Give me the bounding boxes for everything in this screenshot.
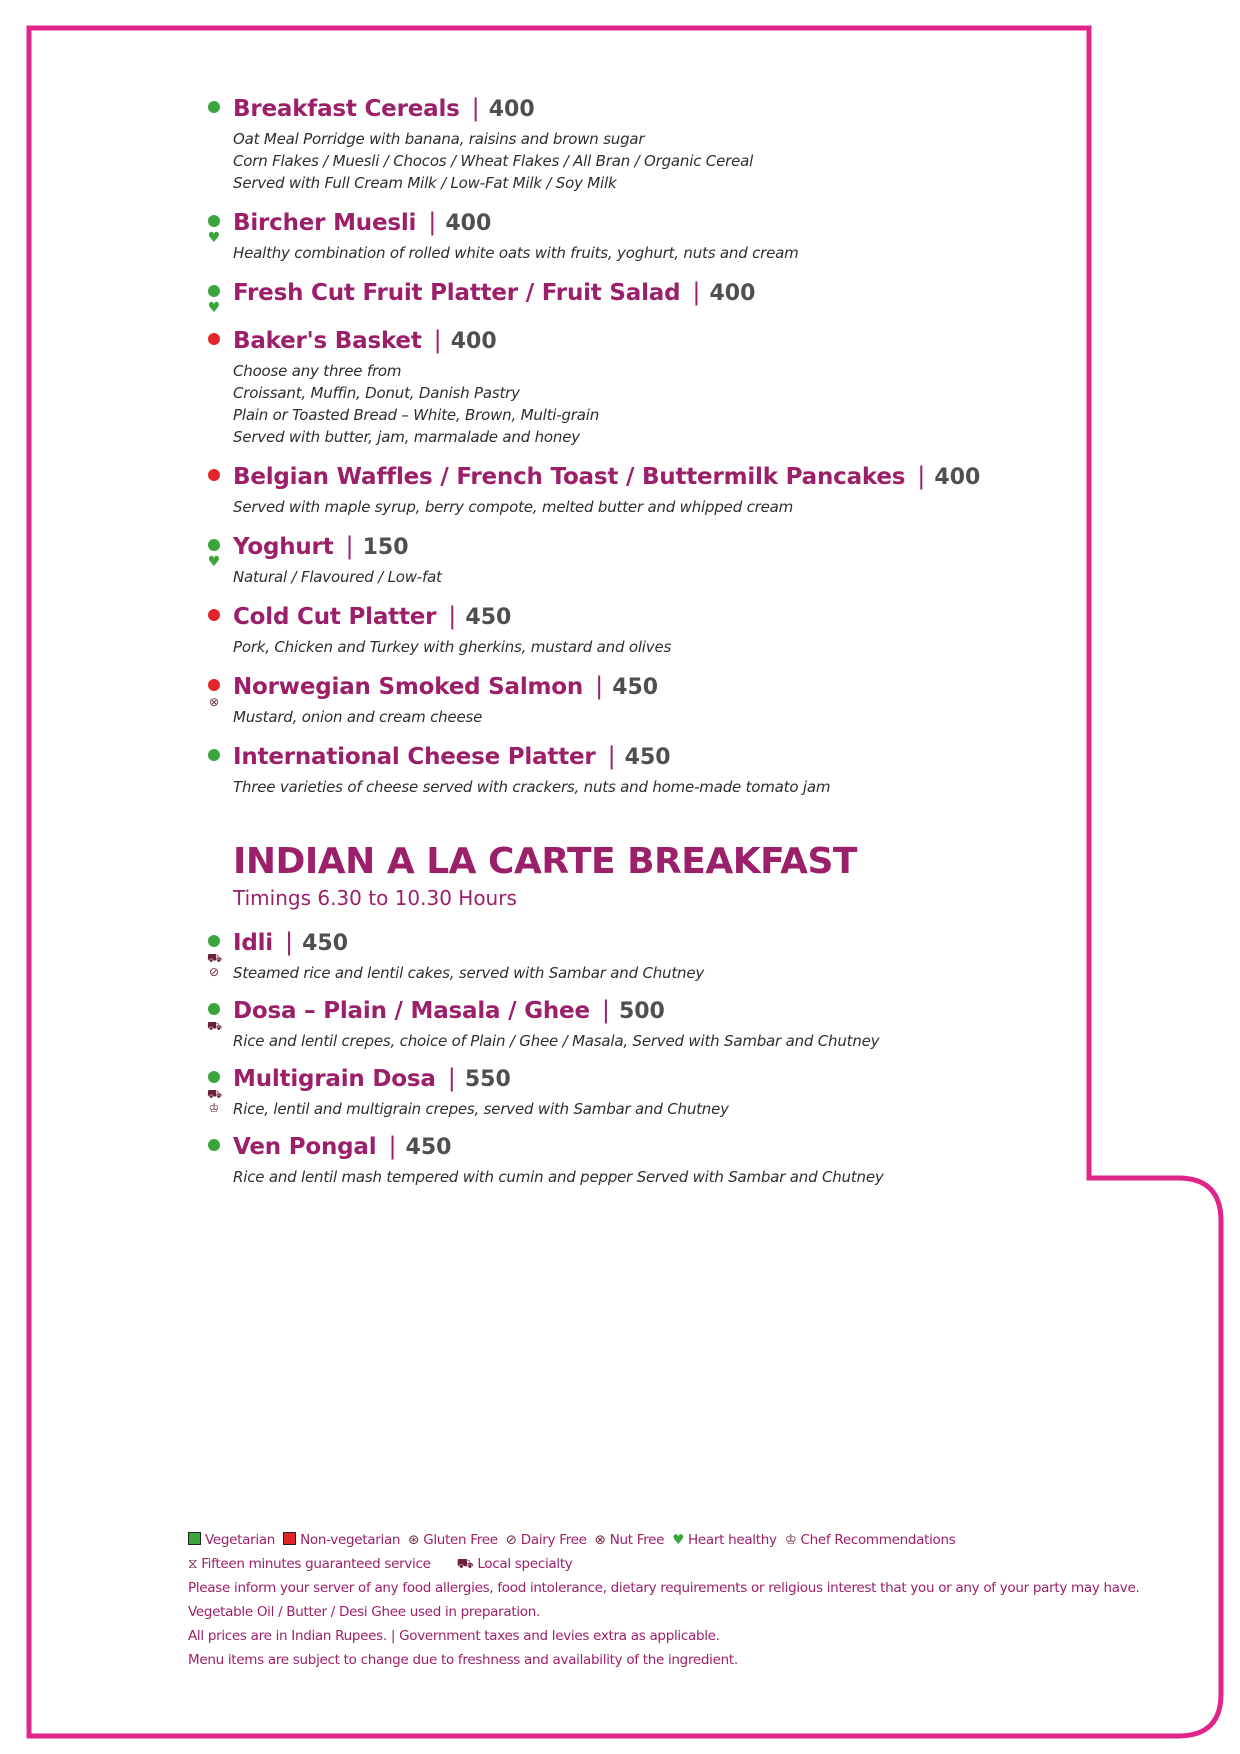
dietary-marks [207,285,223,315]
item-price: 400 [488,97,535,122]
menu-item [233,736,1133,798]
item-description: Served with maple syrup, berry compote, melted butter and whipped cream [233,498,794,516]
legend-non-vegetarian: Non-vegetarian [300,1532,401,1548]
menu-item [233,320,1133,448]
vegetarian-icon [208,749,220,761]
item-price: 400 [445,211,492,236]
legend-note: Please inform your server of any food allergies, food intolerance, dietary requirements or religious interest that you or any of your party may have. [188,1580,1140,1596]
legend-note: Vegetable Oil / Butter / Desi Ghee used in preparation. [188,1604,540,1620]
price-separator: | [917,462,926,490]
menu-item [233,88,1133,194]
vegetarian-icon [208,101,220,113]
price-separator: | [607,742,616,770]
price-separator: | [448,602,457,630]
item-name: Bircher Muesli [233,210,417,236]
legend-heart-healthy: Heart healthy [688,1532,777,1548]
vegetarian-icon [188,1532,201,1545]
item-name: Yoghurt [233,534,334,560]
dietary-marks [207,469,223,485]
section-timings: Timings 6.30 to 10.30 Hours [233,886,517,910]
legend-chef: Chef Recommendations [800,1532,956,1548]
menu-item [207,202,1133,264]
item-name: Multigrain Dosa [233,1066,436,1092]
item-description: Rice and lentil mash tempered with cumin and pepper Served with Sambar and Chutney [233,1168,884,1186]
item-heading [233,736,1133,776]
dietary-marks [207,539,223,569]
item-description: Rice and lentil crepes, choice of Plain / Ghee / Masala, Served with Sambar and Chutney [233,1032,880,1050]
hourglass-icon: ⧖ [188,1556,198,1572]
heart-icon: ♥ [672,1532,684,1548]
non-vegetarian-icon [208,609,220,621]
menu-item [207,990,1133,1052]
price-separator: | [595,672,604,700]
menu-content [207,88,1133,1194]
local-specialty-icon: ⛟ [207,1019,223,1033]
local-specialty-icon: ⛟ [207,1087,223,1101]
item-description: Plain or Toasted Bread – White, Brown, Multi-grain [233,406,600,424]
legend-row-1 [188,1528,1208,1552]
price-separator: | [285,928,294,956]
item-price: 450 [624,745,671,770]
item-heading [233,1126,1133,1166]
item-name: Breakfast Cereals [233,96,460,122]
item-name: Dosa – Plain / Masala / Ghee [233,998,590,1024]
non-vegetarian-icon [208,333,220,345]
legend-note: Menu items are subject to change due to freshness and availability of the ingredient. [188,1652,738,1668]
local-specialty-icon: ⛟ [456,1556,474,1572]
item-description: Three varieties of cheese served with crackers, nuts and home-made tomato jam [233,778,831,796]
item-heading [233,990,1133,1030]
item-price: 450 [612,675,659,700]
item-price: 400 [709,281,756,306]
vegetarian-icon [208,215,220,227]
vegetarian-icon [208,1003,220,1015]
indian-section [207,840,1133,1188]
dietary-marks [207,609,223,625]
chef-hat-icon: ♔ [208,1101,220,1115]
item-price: 550 [464,1067,511,1092]
item-price: 450 [302,931,349,956]
dietary-marks [207,1139,223,1155]
item-heading [233,526,1133,566]
item-heading [233,456,1133,496]
price-separator: | [692,278,701,306]
legend-nut-free: Nut Free [609,1532,665,1548]
item-price: 450 [465,605,512,630]
dietary-marks [207,1003,223,1033]
item-price: 500 [618,999,665,1024]
section-title: INDIAN A LA CARTE BREAKFAST [233,841,857,882]
item-heading [233,1058,1133,1098]
item-heading [233,88,1133,128]
item-description: Rice, lentil and multigrain crepes, served with Sambar and Chutney [233,1100,729,1118]
menu-item [207,272,1133,316]
legend-fifteen: Fifteen minutes guaranteed service [201,1556,431,1572]
menu-item [207,1058,1133,1120]
item-price: 400 [450,329,497,354]
heart-icon: ♥ [207,230,221,246]
nut-free-icon: ⊗ [594,1532,606,1548]
non-vegetarian-icon [208,679,220,691]
item-heading [233,272,1133,312]
item-description: Served with Full Cream Milk / Low-Fat Milk / Soy Milk [233,174,617,192]
non-vegetarian-icon [208,469,220,481]
dietary-marks [207,749,223,765]
gluten-free-icon: ⊛ [408,1532,420,1548]
item-description: Croissant, Muffin, Donut, Danish Pastry [233,384,520,402]
item-description: Corn Flakes / Muesli / Chocos / Wheat Flakes / All Bran / Organic Cereal [233,152,754,170]
item-description: Natural / Flavoured / Low-fat [233,568,442,586]
item-description: Served with butter, jam, marmalade and honey [233,428,580,446]
item-description: Mustard, onion and cream cheese [233,708,483,726]
nut-free-icon: ⊗ [208,695,220,709]
dietary-marks [207,215,223,245]
dietary-marks [207,1071,223,1115]
local-specialty-icon: ⛟ [207,951,223,965]
legend [188,1528,1208,1672]
item-heading [233,320,1133,360]
item-name: International Cheese Platter [233,744,596,770]
item-name: Belgian Waffles / French Toast / Buttermilk Pancakes [233,464,906,490]
vegetarian-icon [208,1139,220,1151]
item-heading [233,922,1133,962]
dairy-free-icon: ⊘ [505,1532,517,1548]
legend-local: Local specialty [477,1556,573,1572]
dairy-free-icon: ⊘ [208,965,220,979]
price-separator: | [345,532,354,560]
vegetarian-icon [208,1071,220,1083]
item-heading [233,666,1133,706]
item-heading [233,202,1133,242]
item-description: Pork, Chicken and Turkey with gherkins, mustard and olives [233,638,672,656]
item-name: Norwegian Smoked Salmon [233,674,584,700]
price-separator: | [433,326,442,354]
vegetarian-icon [208,539,220,551]
dietary-marks [207,101,223,117]
item-name: Idli [233,930,273,956]
legend-vegetarian: Vegetarian [205,1532,276,1548]
heart-icon: ♥ [207,554,221,570]
item-name: Ven Pongal [233,1134,377,1160]
legend-gluten-free: Gluten Free [423,1532,498,1548]
item-price: 450 [405,1135,452,1160]
price-separator: | [601,996,610,1024]
dietary-marks [207,679,223,709]
breakfast-items-list [207,88,1133,798]
menu-item [233,456,1133,518]
item-description: Steamed rice and lentil cakes, served with Sambar and Chutney [233,964,705,982]
vegetarian-icon [208,285,220,297]
vegetarian-icon [208,935,220,947]
menu-item [233,596,1133,658]
legend-row-2 [188,1552,1208,1576]
price-separator: | [471,94,480,122]
dietary-marks [207,333,223,349]
legend-note: All prices are in Indian Rupees. | Government taxes and levies extra as applicable. [188,1628,720,1644]
legend-dairy-free: Dairy Free [520,1532,587,1548]
item-description: Healthy combination of rolled white oats with fruits, yoghurt, nuts and cream [233,244,799,262]
item-price: 400 [934,465,981,490]
chef-hat-icon: ♔ [784,1532,797,1548]
price-separator: | [428,208,437,236]
price-separator: | [388,1132,397,1160]
non-vegetarian-icon [283,1532,296,1545]
item-price: 150 [362,535,409,560]
item-name: Fresh Cut Fruit Platter / Fruit Salad [233,280,681,306]
menu-item [233,1126,1133,1188]
menu-item [208,666,1133,728]
indian-items-list [207,922,1133,1188]
heart-icon: ♥ [207,300,221,316]
item-heading [233,596,1133,636]
menu-item [207,922,1133,984]
item-description: Choose any three from [233,362,402,380]
menu-item [207,526,1133,588]
dietary-marks [207,935,223,979]
item-name: Baker's Basket [233,328,422,354]
price-separator: | [447,1064,456,1092]
item-name: Cold Cut Platter [233,604,437,630]
item-description: Oat Meal Porridge with banana, raisins and brown sugar [233,130,645,148]
